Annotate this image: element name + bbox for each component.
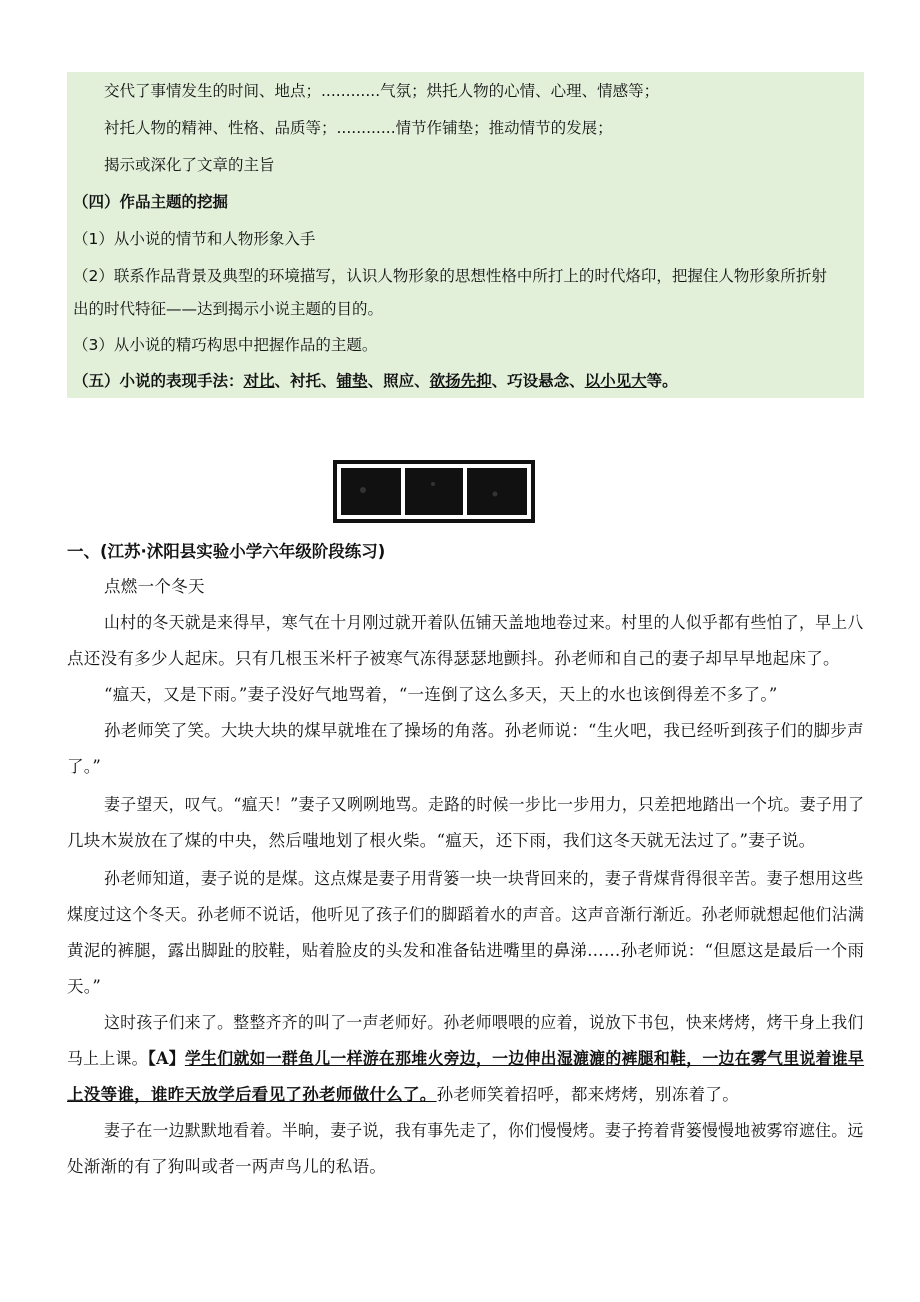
paragraph-6b	[67, 1047, 864, 1071]
section-4-item-2a: （2）联系作品背景及典型的环境描写，认识人物形象的思想性格中所打上的时代烙印，把握住人物形象所折射	[73, 267, 827, 285]
paragraph-5b: 煤度过这个冬天。孙老师不说话，他听见了孩子们的脚蹈着水的声音。这声音渐行渐近。孙老师就想起他们沾满	[67, 905, 865, 924]
paragraph-6b-plain: 马上上课。	[67, 1049, 148, 1068]
section-4-title: （四）作品主题的挖掘	[73, 193, 229, 211]
seal-stamp-icon	[333, 460, 535, 523]
paragraph-3b: 了。”	[67, 757, 102, 776]
emphasized-passage-a-2: 上没等谁，谁昨天放学后看见了孙老师做什么了。	[67, 1085, 437, 1104]
technique-small-for-large: 以小见大	[584, 372, 647, 390]
paragraph-7a: 妻子在一边默默地看着。半晌，妻子说，我有事先走了，你们慢慢烤。妻子挎着背篓慢慢地被雾帘遮住。远	[104, 1121, 864, 1140]
section-4-item-2b: 出的时代特征——达到揭示小说主题的目的。	[73, 300, 384, 318]
paragraph-6c	[67, 1083, 739, 1107]
story-title: 点燃一个冬天	[104, 577, 205, 596]
question-title: 一、(江苏·沭阳县实验小学六年级阶段练习)	[67, 542, 386, 561]
technique-sep-2: 、照应、	[367, 372, 430, 390]
section-5-suffix: 等。	[646, 372, 678, 390]
section-4-item-3: （3）从小说的精巧构思中把握作品的主题。	[73, 336, 378, 354]
summary-line-2: 衬托人物的精神、性格、品质等；............情节作铺垫；推动情节的发展；	[104, 119, 613, 137]
section-5-line	[73, 370, 678, 392]
paragraph-5c: 黄泥的裤腿，露出脚趾的胶鞋，贴着脸皮的头发和准备钻进嘴里的鼻涕……孙老师说：“但愿这是最后一个雨	[67, 941, 865, 960]
paragraph-4b: 几块木炭放在了煤的中央，然后嗤地划了根火柴。“瘟天，还下雨，我们这冬天就无法过了。”妻子说。	[67, 831, 816, 850]
paragraph-7b: 处渐渐的有了狗叫或者一两声鸟儿的私语。	[67, 1157, 387, 1176]
paragraph-6c-plain: 孙老师笑着招呼，都来烤烤，别冻着了。	[436, 1085, 740, 1104]
paragraph-4a: 妻子望天，叹气。“瘟天！”妻子又咧咧地骂。走路的时候一步比一步用力，只差把地踏出一个坑。妻子用了	[104, 795, 865, 814]
technique-contrast: 对比	[243, 372, 275, 390]
section-4-item-1: （1）从小说的情节和人物形象入手	[73, 230, 316, 248]
paragraph-6a: 这时孩子们来了。整整齐齐的叫了一声老师好。孙老师喂喂的应着，说放下书包，快来烤烤，烤干身上我们	[104, 1013, 864, 1032]
emphasized-passage-a-1: 学生们就如一群鱼儿一样游在那堆火旁边，一边伸出湿漉漉的裤腿和鞋，一边在雾气里说着谁早	[184, 1049, 865, 1068]
section-5-prefix: （五）小说的表现手法：	[73, 372, 244, 390]
paragraph-2: “瘟天，又是下雨。”妻子没好气地骂着，“一连倒了这么多天，天上的水也该倒得差不多了。”	[104, 685, 778, 704]
technique-sep-1: 、衬托、	[274, 372, 337, 390]
summary-line-1: 交代了事情发生的时间、地点；............气氛；烘托人物的心情、心理、情感等；	[104, 82, 660, 100]
paragraph-1b: 点还没有多少人起床。只有几根玉米杆子被寒气冻得瑟瑟地颤抖。孙老师和自己的妻子却早早地起床了。	[67, 649, 840, 668]
summary-line-3: 揭示或深化了文章的主旨	[104, 156, 275, 174]
paragraph-3a: 孙老师笑了笑。大块大块的煤早就堆在了操场的角落。孙老师说：“生火吧，我已经听到孩子们的脚步声	[104, 721, 864, 740]
marker-a: 【A】	[147, 1049, 185, 1068]
paragraph-5d: 天。”	[67, 977, 102, 996]
technique-foreshadow: 铺垫	[336, 372, 368, 390]
technique-sep-3: 、巧设悬念、	[491, 372, 585, 390]
paragraph-5a: 孙老师知道，妻子说的是煤。这点煤是妻子用背篓一块一块背回来的，妻子背煤背得很辛苦。妻子想用这些	[104, 869, 864, 888]
paragraph-1a: 山村的冬天就是来得早，寒气在十月刚过就开着队伍铺天盖地地卷过来。村里的人似乎都有些怕了，早上八	[104, 613, 864, 632]
technique-suppress-then-praise: 欲扬先抑	[429, 372, 492, 390]
